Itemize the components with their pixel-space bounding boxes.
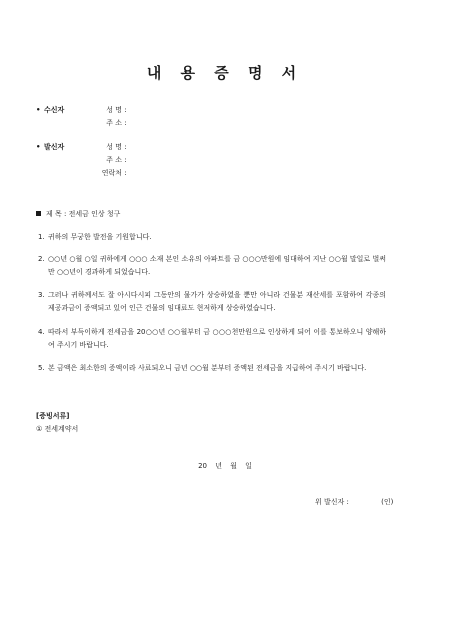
paragraph-number: 3.	[38, 291, 45, 299]
seal-mark: (인)	[381, 498, 394, 506]
paragraph-number: 1.	[38, 233, 45, 241]
evidence-item: ① 전세계약서	[36, 425, 79, 433]
paragraph-3	[38, 289, 386, 315]
bullet-icon: •	[36, 143, 41, 151]
subject-line: 제 목 : 전세금 인상 청구	[36, 209, 120, 219]
paragraph-text: ○○년 ○월 ○일 귀하에게 ○○○ 소재 본인 소유의 아파트를 금 ○○○만원에 임대하여 지난 ○○월 말일로 벌써 만 ○○년이 경과하게 되었습니다.	[48, 255, 386, 276]
recipient-fields	[86, 104, 127, 130]
sender-address-label: 주 소	[106, 156, 122, 164]
sender-header	[36, 141, 64, 154]
sender-fields	[86, 141, 127, 180]
document-title: 내 용 증 명 서	[146, 64, 304, 82]
paragraph-text: 그러나 귀하께서도 잘 아시다시피 그동안의 물가가 상승하였을 뿐만 아니라 건물분 재산세를 포함하여 각종의 제공과금이 증액되고 있어 인근 건물의 임대료도 현저하게 상승하였습니다.	[48, 291, 386, 312]
recipient-name-row: 성 명 :	[86, 104, 127, 117]
sender-name-row: 성 명 :	[86, 141, 127, 154]
sender-contact-label: 연락처	[101, 169, 122, 177]
sender-header-label: 발신자	[44, 143, 65, 151]
evidence-section	[36, 410, 78, 436]
paragraph-number: 4.	[38, 328, 45, 336]
subject-label: 제 목	[46, 210, 62, 218]
paragraph-text: 따라서 부득이하게 전세금을 20○○년 ○○월부터 금 ○○○천만원으로 인상하게 되어 이를 통보하오니 양해하여 주시기 바랍니다.	[48, 328, 386, 349]
sender-address-row: 주 소 :	[86, 154, 127, 167]
recipient-name-label: 성 명	[106, 106, 122, 114]
paragraph-5	[38, 362, 386, 375]
date-line: 20 년 월 일	[198, 462, 252, 470]
evidence-header: [증빙서류]	[36, 412, 70, 420]
recipient-address-label: 주 소	[106, 119, 122, 127]
paragraph-text: 본 금액은 최소한의 증액이라 사료되오니 금년 ○○월 분부터 증액된 전세금을 지급하여 주시기 바랍니다.	[48, 364, 367, 372]
recipient-address-row: 주 소 :	[86, 117, 127, 130]
paragraph-1	[38, 231, 386, 244]
paragraph-number: 2.	[38, 255, 45, 263]
recipient-header-label: 수신자	[44, 106, 65, 114]
subject-value: 전세금 인상 청구	[68, 210, 121, 218]
bullet-icon: •	[36, 106, 41, 114]
paragraph-text: 귀하의 무궁한 발전을 기원합니다.	[48, 233, 152, 241]
signature-label: 위 발신자 :	[315, 498, 349, 506]
paragraph-number: 5.	[38, 364, 45, 372]
signature-line	[315, 497, 393, 507]
recipient-header	[36, 104, 64, 117]
paragraph-4	[38, 326, 386, 352]
sender-name-label: 성 명	[106, 143, 122, 151]
sender-contact-row: 연락처 :	[86, 167, 127, 180]
square-bullet-icon	[36, 211, 41, 216]
paragraph-2	[38, 253, 386, 279]
